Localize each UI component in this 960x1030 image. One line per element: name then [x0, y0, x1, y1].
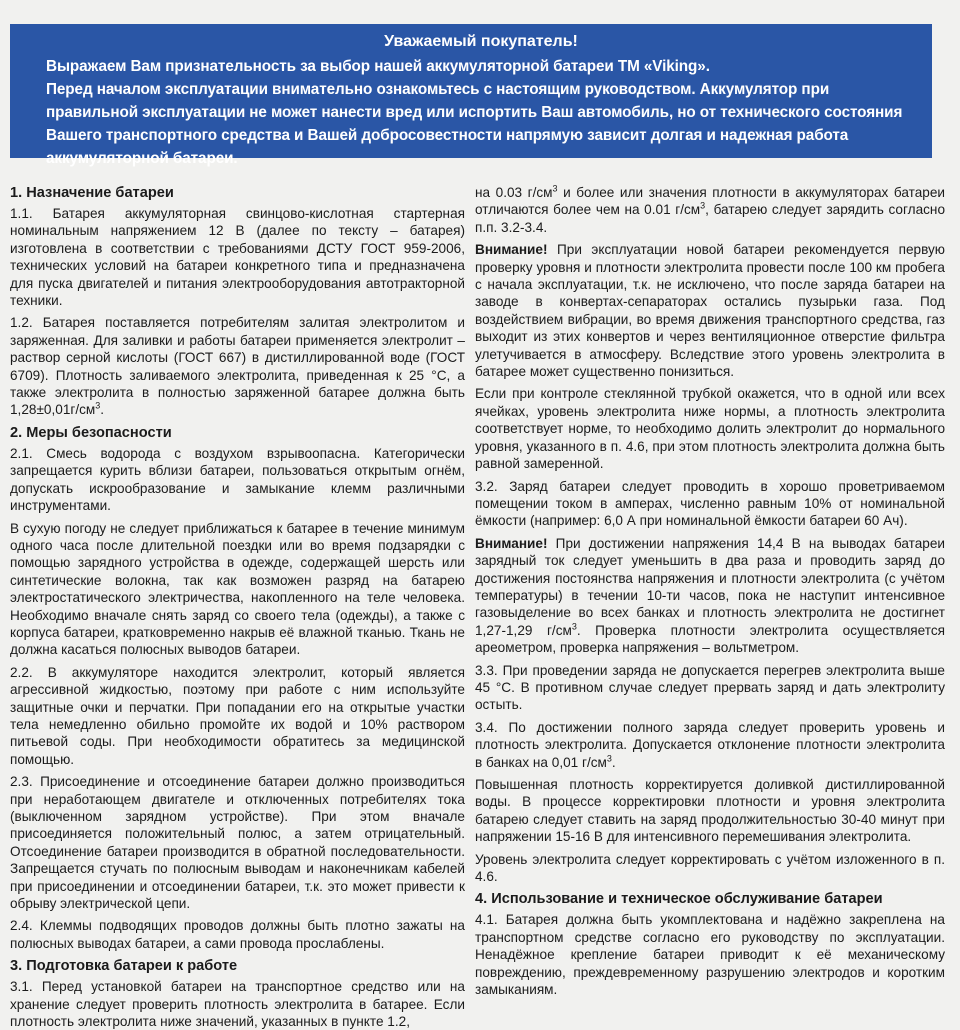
header-banner	[10, 24, 932, 167]
paragraph-3-4-density: Повышенная плотность корректируется доливкой дистиллированной воды. В процессе корректировки плотности и уровня электролита батарею следует ставить на заряд продолжительностью 30-40 минут при напряжении 15-16 В для интенсивного перемешивания электролита.	[475, 777, 945, 845]
warning-paragraph-2: Внимание! При достижении напряжения 14,4 В на выводах батареи зарядный ток следует уменьшить в два раза и проводить заряд до достижения постоянства напряжения и плотности электролита (с учётом температуры) в течении 10-ти часов, пока не наступит интенсивное газовыделение во всех банках и плотность электролита не достигнет 1,27-1,29 $г/см^3$. Проверка плотности электролита осуществляется ареометром, проверка напряжения – вольтметром.	[475, 535, 945, 656]
paragraph-2-1: 2.1. Смесь водорода с воздухом взрывоопасна. Категорически запрещается курить вблизи батареи, пользоваться открытым огнём, допускать искрообразование и замыкание клемм различными инструментами.	[10, 445, 465, 514]
section-1-heading: 1. Назначение батареи	[10, 185, 174, 201]
warning-label: Внимание!	[475, 242, 548, 258]
paragraph-3-2: 3.2. Заряд батареи следует проводить в хорошо проветриваемом помещении током в амперах, численно равным 10% от номинальной ёмкости (например: 6,0 А при номинальной ёмкости батареи 60 Ач).	[475, 478, 945, 529]
paragraph-2-1b: В сухую погоду не следует приближаться к батарее в течение минимум одного часа после длительной поездки или во время подзарядки с помощью зарядного устройства в одежде, содержащей шерсть или синтетические волокна, так как возможен разряд на батарею электростатического электричества, накопленного на теле человека. Необходимо вначале снять заряд со своего тела (одежды), а также с корпуса батареи, кратковременно накрыв её влажной тканью. Ткань не должна касаться полюсных выводов батареи.	[10, 520, 465, 658]
right-column	[475, 184, 945, 1003]
paragraph-3-1: 3.1. Перед установкой батареи на транспортное средство или на хранение следует проверить плотность электролита в батарее. Если плотность электролита ниже значений, указанных в пункте 1.2,	[10, 979, 465, 1030]
banner-line-1: Выражаем Вам признательность за выбор нашей аккумуляторной батареи ТМ «Viking».	[46, 58, 710, 75]
banner-title: Уважаемый покупатель!	[384, 33, 578, 50]
section-4-heading: 4. Использование и техническое обслуживание батареи	[475, 891, 883, 908]
warning-paragraph-1: Внимание! При эксплуатации новой батареи рекомендуется первую проверку уровня и плотности электролита провести после 100 км пробега с начала эксплуатации, т.к. не исключено, что после заряда батареи на заводе в конвертах-сепараторах остались пузырьки газа. Под воздействием вибрации, во время движения транспортного средства, газ выходит из этих конвертов и через вентиляционное отверстие фильтра улетучивается в атмосферу. Вследствие этого уровень электролита в батарее может существенно понизиться.	[475, 242, 945, 380]
paragraph-3-3: 3.3. При проведении заряда не допускается перегрев электролита выше 45 °С. В противном случае следует прервать заряд и дать электролиту остыть.	[475, 662, 945, 713]
section-3-heading: 3. Подготовка батареи к работе	[10, 958, 238, 975]
paragraph-2-4: 2.4. Клеммы подводящих проводов должны быть плотно зажаты на полюсных выводах батареи, а сами провода прослаблены.	[10, 918, 465, 951]
paragraph-2-2: 2.2. В аккумуляторе находится электролит, который является агрессивной жидкостью, поэтому при работе с ним используйте защитные очки и перчатки. При попадании его на открытые участки тела немедленно обильно промойте их водой и 10% раствором питьевой соды. При необходимости обратитесь за медицинской помощью.	[10, 664, 465, 767]
paragraph-3-4-level: Уровень электролита следует корректировать с учётом изложенного в п. 4.6.	[475, 851, 945, 885]
paragraph-3-4: 3.4. По достижении полного заряда следует проверить уровень и плотность электролита. Допускается отклонение плотности электролита в банках на 0,01 $г/см^3$.	[475, 719, 945, 770]
paragraph-4-1: 4.1. Батарея должна быть укомплектована и надёжно закреплена на транспортном средстве согласно его руководству по эксплуатации. Ненадёжное крепление батареи приводит к её механическому повреждению, преждевременному разрушению электродов и коротким замыканиям.	[475, 912, 945, 998]
banner-line-2: Перед началом эксплуатации внимательно ознакомьтесь с настоящим руководством. Аккумулятор при правильной эксплуатации не может нанести вред или испортить Ваш автомобиль, но от технического состояния Вашего транспортного средства и Вашей добросовестности напрямую зависит долгая и надежная работа аккумуляторной батареи.	[46, 81, 903, 167]
paragraph-3-1-cont: на 0.03 $г/см^3$ и более или значения плотности в аккумуляторах батареи отличаются более чем на 0.01 $г/см^3$, батарею следует зарядить согласно п.п. 3.2-3.4.	[475, 183, 945, 235]
paragraph-1-1: 1.1. Батарея аккумуляторная свинцово-кислотная стартерная номинальным напряжением 12 В (далее по тексту – батарея) изготовлена в соответствии с требованиями ДСТУ ГОСТ 959-2006, технических условий на батареи конкретного типа и предназначена для пуска двигателей и питания электрооборудования автотракторной техники.	[10, 206, 465, 309]
left-column	[10, 180, 465, 1030]
warning-label: Внимание!	[475, 535, 548, 551]
section-2-heading: 2. Меры безопасности	[10, 424, 172, 441]
paragraph-2-3: 2.3. Присоединение и отсоединение батареи должно производиться при неработающем двигателе и отключенных потребителях тока (выключенном зарядном устройстве). При этом вначале присоединяется положительный полюс, а затем отрицательный. Отсоединение батареи производится в обратной последовательности. Запрещается стучать по полюсным выводам и наконечникам кабелей при присоединении и отсоединении батареи, т.к. это может привести к обрыву электрической цепи.	[10, 774, 465, 912]
paragraph-3-1-level: Если при контроле стеклянной трубкой окажется, что в одной или всех ячейках, уровень электролита ниже нормы, а плотность электролита соответствует норме, то необходимо долить электролит до нормального уровня, указанного в п. 4.6, при этом плотность электролита должна быть равной замеренной.	[475, 386, 945, 472]
paragraph-1-2: 1.2. Батарея поставляется потребителям залитая электролитом и заряженная. Для заливки и работы батареи применяется электролит – раствор серной кислоты (ГОСТ 667) в дистиллированной воде (ГОСТ 6709). Плотность заливаемого электролита, приведенная к 25 °С, а также электролита в полностью заряженной батарее должна быть $1,28\pm 0,01г/см^3$.	[10, 315, 465, 418]
